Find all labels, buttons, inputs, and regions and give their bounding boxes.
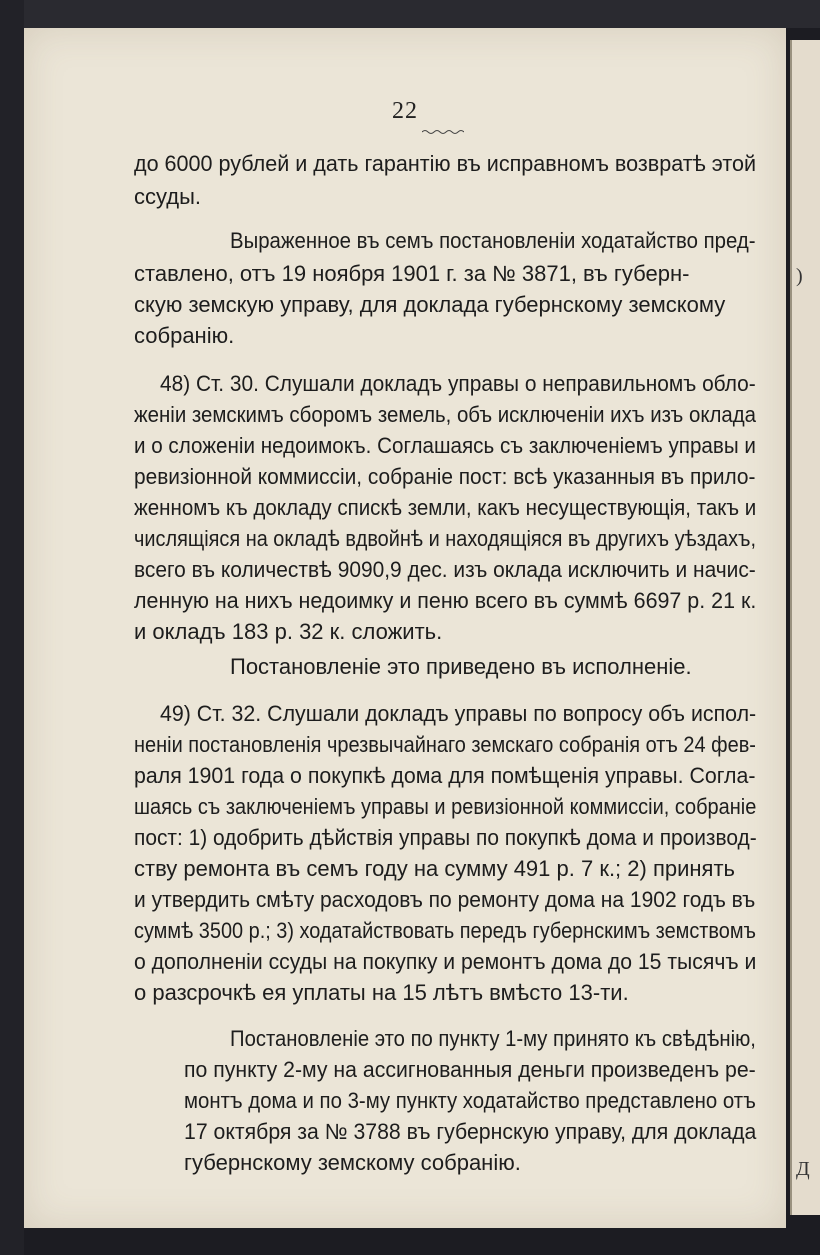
text-line: 17 октября за № 3788 въ губернскую управу, для доклада [184,1119,757,1144]
text-line: женномъ къ докладу спискѣ земли, какъ несуществующія, такъ и [134,495,757,520]
text-line: ссуды. [134,184,202,209]
text-line: ленную на нихъ недоимку и пеню всего въ суммѣ 6697 р. 21 к. [134,588,757,613]
text-line: женіи земскимъ сборомъ земель, объ исключеніи ихъ изъ оклада [134,402,757,427]
adjacent-page-edge [790,40,820,1215]
text-line: о дополненіи ссуды на покупку и ремонтъ дома до 15 тысячъ и [134,949,757,974]
text-line: неніи постановленія чрезвычайнаго земскаго собранія отъ 24 фев- [134,732,756,757]
text-line: и утвердить смѣту расходовъ по ремонту дома на 1902 годъ въ [134,887,756,912]
book-page [24,28,786,1228]
text-line: Постановленіе это приведено въ исполненіе. [230,654,692,679]
scan-top-edge [0,0,820,28]
text-line: ству ремонта въ семъ году на сумму 491 р. 7 к.; 2) принять [134,856,735,881]
text-line: монтъ дома и по 3-му пункту ходатайство представлено отъ [184,1088,756,1113]
text-line: числящіяся на окладѣ вдвойнѣ и находящіяся въ другихъ уѣздахъ, [134,526,757,551]
scan-left-edge [0,0,24,1255]
text-line: до 6000 рублей и дать гарантію въ исправномъ возвратѣ этой [134,151,756,176]
page-number: 22 [392,98,418,124]
text-line: скую земскую управу, для доклада губернскому земскому [134,292,726,317]
text-line: Постановленіе это по пункту 1-му принято къ свѣдѣнію, [230,1026,756,1051]
text-line: Выраженное въ семъ постановленіи ходатайство пред- [230,228,756,253]
text-line: и окладъ 183 р. 32 к. сложить. [134,619,443,644]
text-line: раля 1901 года о покупкѣ дома для помѣщенія управы. Согла- [134,763,756,788]
text-line: 49) Ст. 32. Слушали докладъ управы по вопросу объ испол- [160,701,757,726]
adjacent-page-mark: ) [796,265,803,287]
text-line: собранію. [134,323,235,348]
text-line: шаясь съ заключеніемъ управы и ревизіонной коммиссіи, собраніе [134,794,757,819]
text-line: губернскому земскому собранію. [184,1150,521,1175]
text-line: о разсрочкѣ ея уплаты на 15 лѣтъ вмѣсто 13-ти. [134,980,629,1005]
text-line: ревизіонной коммиссіи, собраніе пост: всѣ указанныя въ прило- [134,464,756,489]
wavy-ornament-icon [422,129,464,135]
text-line: пост: 1) одобрить дѣйствія управы по покупкѣ дома и производ- [134,825,757,850]
text-line: суммѣ 3500 р.; 3) ходатайствовать передъ губернскимъ земствомъ [134,918,756,943]
text-line: и о сложеніи недоимокъ. Соглашаясь съ заключеніемъ управы и [134,433,756,458]
text-line: всего въ количествѣ 9090,9 дес. изъ оклада исключить и начис- [134,557,756,582]
adjacent-page-mark: Д [796,1158,810,1180]
text-line: по пункту 2-му на ассигнованныя деньги произведенъ ре- [184,1057,756,1082]
text-line: 48) Ст. 30. Слушали докладъ управы о неправильномъ обло- [160,371,756,396]
text-line: ставлено, отъ 19 ноября 1901 г. за № 3871, въ губерн- [134,261,690,286]
